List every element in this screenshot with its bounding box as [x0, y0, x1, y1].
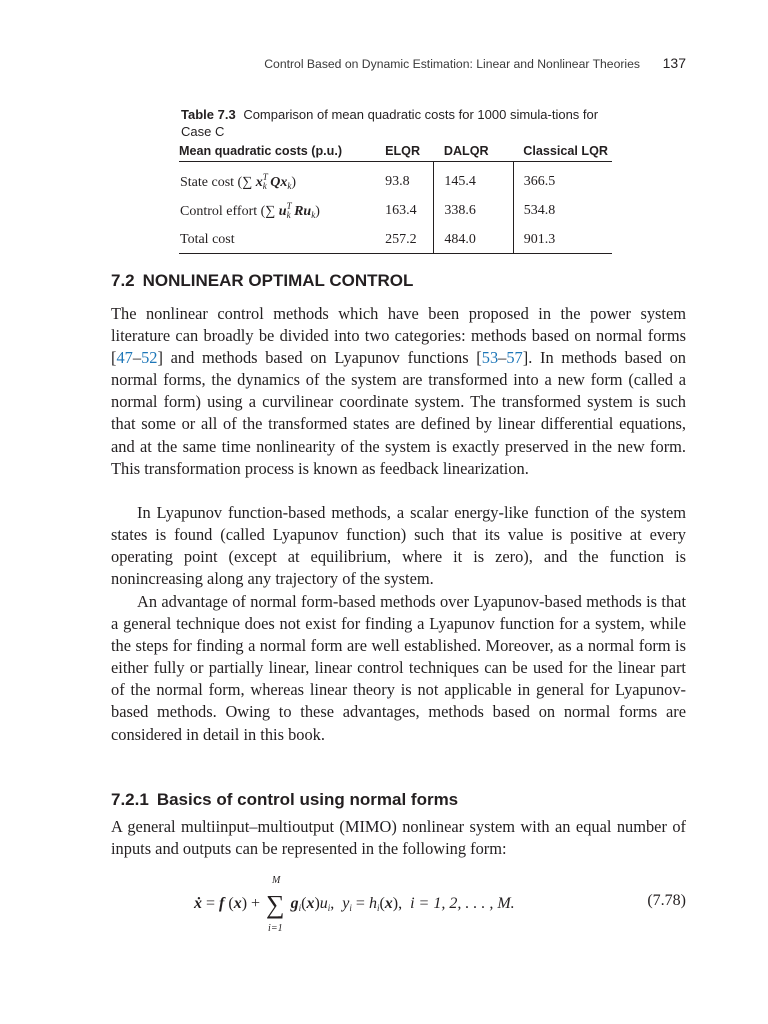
table-row	[179, 162, 612, 197]
table-cell: 484.0	[434, 226, 513, 254]
equation-7-78	[111, 875, 686, 940]
costs-table	[179, 142, 612, 254]
section-title: NONLINEAR OPTIMAL CONTROL	[142, 271, 414, 290]
table-cell: 163.4	[380, 196, 434, 226]
row-label: Control effort (∑ $u^T_k$ $Ru_k$)	[180, 201, 320, 220]
table-cell: 534.8	[523, 202, 556, 218]
table-header-row	[179, 142, 612, 162]
subsection-title: Basics of control using normal forms	[156, 790, 459, 809]
column-header: Classical LQR	[513, 142, 612, 162]
column-header: ELQR	[380, 142, 434, 162]
table-cell: 901.3	[513, 226, 612, 254]
running-title: Control Based on Dynamic Estimation: Linear and Nonlinear Theories	[264, 57, 640, 71]
table-cell: 93.8	[380, 162, 434, 197]
citation-link[interactable]: 57	[506, 348, 523, 368]
paragraph: An advantage of normal form-based methods over Lyapunov-based methods is that a general technique does not exist for finding a Lyapunov function for a system, while the steps for finding a normal form are well established. Moreover, as a normal form is either fully or partially linear, linear control techniques can be used for the linear part of the normal form, whereas linear theory is not applicable in general for Lyapunov-based methods. Owing to these advantages, methods based on normal forms are considered in detail in this book.	[111, 592, 686, 744]
section-number: 7.2	[111, 271, 135, 290]
table-caption-text: Comparison of mean quadratic costs for 1000 simula-tions for Case C	[181, 107, 599, 139]
equation-number: (7.78)	[647, 892, 686, 909]
table-7-3	[179, 106, 612, 254]
page-number: 137	[662, 55, 686, 71]
table-row	[179, 226, 612, 254]
column-header: Mean quadratic costs (p.u.)	[179, 142, 380, 162]
citation-link[interactable]: 53	[481, 348, 499, 368]
table-cell: 338.6	[434, 196, 513, 226]
section-heading	[111, 271, 413, 291]
table-row	[179, 196, 612, 226]
subsection-heading	[111, 790, 458, 810]
subsection-number: 7.2.1	[111, 790, 149, 809]
paragraph: In Lyapunov function-based methods, a scalar energy-like function of the system states is found (called Lyapunov function) such that its value is positive at every operating point (except at equilibrium, where it is zero), and the function is nonincreasing along any trajectory of the system.	[111, 503, 686, 589]
running-header	[110, 55, 686, 75]
equation-tail: i = 1, 2, . . . , M.	[410, 895, 515, 912]
table-cell: 145.4	[434, 162, 513, 197]
citation-link[interactable]: 47	[116, 348, 133, 368]
table-cell: 366.5	[523, 173, 556, 189]
paragraph: The nonlinear control methods which have been proposed in the power system literature can broadly be divided into two categories: methods based on normal forms [47–52] and methods based on Lyapunov functions [53–57]. In methods based on normal forms, the dynamics of the system are transformed into a new form (called a normal form) using a curvilinear coordinate system. The transformed system is such that some or all of the transformed states are defined by linear differential equations, and at the same time nonlinearity of the system is exactly preserved in the new form. This transformation process is known as feedback linearization.	[111, 304, 686, 478]
summation-symbol: ∑ M i=1	[266, 875, 285, 934]
column-header: DALQR	[434, 142, 513, 162]
citation-link[interactable]: 52	[141, 348, 158, 368]
row-label: State cost (∑ $x^T_k$ $Qx_k$)	[180, 172, 297, 191]
equation-body: ẋ = f (x) + ∑ M i=1 $g_i(x)u_i$, $y_i = h_i(x)$, i = 1, 2, . . . , M.	[194, 875, 515, 934]
table-caption-label: Table 7.3	[181, 107, 236, 122]
table-cell: 257.2	[380, 226, 434, 254]
row-label: Total cost	[179, 226, 380, 254]
paragraph: A general multiinput–multioutput (MIMO) nonlinear system with an equal number of inputs and outputs can be represented in the following form:	[111, 817, 686, 859]
table-caption	[181, 106, 612, 140]
